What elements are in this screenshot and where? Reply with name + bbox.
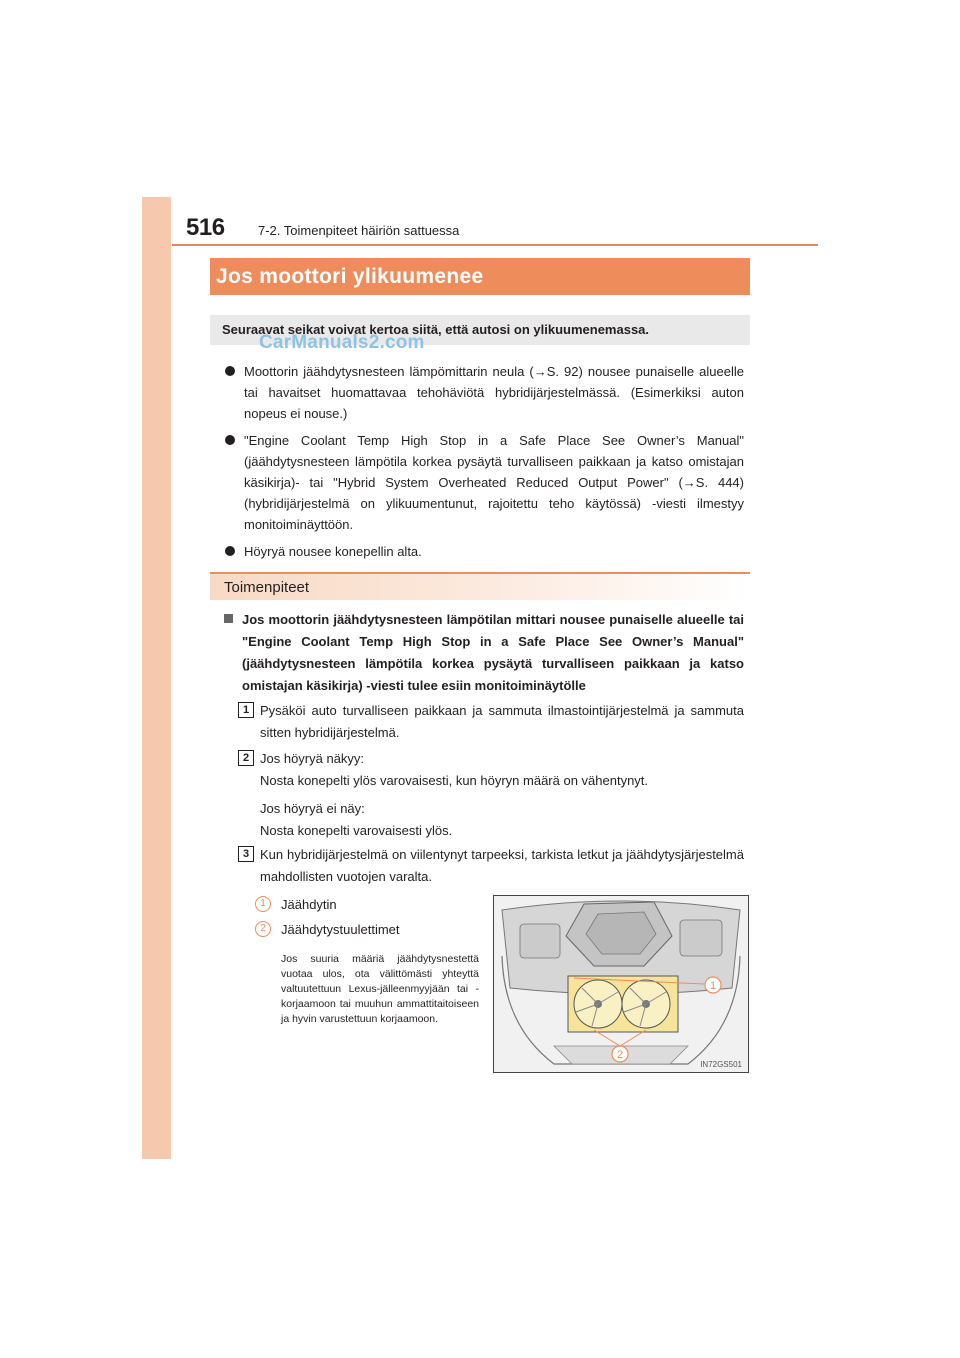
bullet-text: Höyryä nousee konepellin alta. <box>244 544 422 559</box>
step-text: Nosta konepelti varovaisesti ylös. <box>260 823 453 838</box>
callout-1: 1 <box>709 980 717 992</box>
chapter-sidebar-tab <box>142 197 171 1159</box>
step-number-badge: 3 <box>238 846 254 862</box>
list-item <box>224 541 744 562</box>
step-3 <box>238 844 744 888</box>
intro-box: Seuraavat seikat voivat kertoa siitä, että autosi on ylikuumenemassa. <box>210 315 750 345</box>
leak-note: Jos suuria määriä jäähdytysnestettä vuotaa ulos, ota välittömästi yhteyttä valtuutettuun Lexus-jälleenmyyjään tai -korjaamoon tai muuhun ammattitaitoiseen ja hyvin varustettuun korjaamoon. <box>281 953 479 1025</box>
header-rule <box>172 244 818 246</box>
step-text: Pysäköi auto turvalliseen paikkaan ja sammuta ilmastointijärjestelmä ja sammuta sitten hybridijärjestelmä. <box>260 703 744 740</box>
bullet-dot-icon <box>225 366 235 376</box>
legend-item <box>255 919 485 941</box>
section-title: 7-2. Toimenpiteet häiriön sattuessa <box>258 223 460 238</box>
step-2 <box>238 748 744 842</box>
step-number-badge: 1 <box>238 702 254 718</box>
step-text: Kun hybridijärjestelmä on viilentynyt tarpeeksi, tarkista letkut ja jäähdytysjärjestelmä mahdollisten vuotojen varalta. <box>260 847 744 884</box>
page-number: 516 <box>186 214 225 241</box>
callout-number-icon: 2 <box>255 921 271 937</box>
bullet-dot-icon <box>225 546 235 556</box>
symptom-list <box>224 361 744 568</box>
square-bullet-icon <box>224 614 233 623</box>
list-item <box>224 361 744 424</box>
list-item <box>224 430 744 535</box>
watermark-link[interactable]: CarManuals2.com <box>259 332 425 353</box>
legend-text: Jäähdytin <box>281 897 337 912</box>
step-1 <box>238 700 744 744</box>
legend-text: Jäähdytystuulettimet <box>281 922 400 937</box>
engine-bay-illustration <box>493 895 749 1073</box>
step-text: Nosta konepelti ylös varovaisesti, kun höyryn määrä on vähentynyt. <box>260 773 649 788</box>
figure-legend <box>255 894 485 944</box>
bullet-text: "Engine Coolant Temp High Stop in a Safe Place See Owner’s Manual" (jäähdytysnesteen lämpötila korkea pysäytä turvalliseen paikkaan ja katso omistajan käsikirja)- tai "Hybrid System Overheated Reduced Output Power" (→S. 444) (hybridijärjestelmä on ylikuumentunut, rajoitettu teho käytössä) -viesti ilmestyy monitoiminäyttöön. <box>244 433 744 532</box>
case-title-text: Jos moottorin jäähdytysnesteen lämpötilan mittari nousee punaiselle alueelle tai "Engine Coolant Temp High Stop in a Safe Place See Owner’s Manual" (jäähdytysnesteen lämpötila korkea pysäytä turvalliseen paikkaan ja katso omistajan käsikirja) -viesti tulee esiin monitoiminäytölle <box>242 612 744 693</box>
callout-number-icon: 1 <box>255 896 271 912</box>
case-title <box>224 609 744 697</box>
step-text: Jos höyryä ei näy: <box>260 801 365 816</box>
step-text: Jos höyryä näkyy: <box>260 751 365 766</box>
callout-2: 2 <box>616 1049 624 1061</box>
figure-code: IN72GS501 <box>700 1060 742 1069</box>
subheading-toimenpiteet: Toimenpiteet <box>210 572 750 600</box>
main-heading: Jos moottori ylikuumenee <box>210 258 750 295</box>
bullet-dot-icon <box>225 435 235 445</box>
engine-bay-drawing <box>494 896 748 1072</box>
legend-item <box>255 894 485 916</box>
bullet-text: Moottorin jäähdytysnesteen lämpömittarin neula (→S. 92) nousee punaiselle alueelle tai havaitset huomattavaa tehohäviötä hybridijärjestelmässä. (Esimerkiksi auton nopeus ei nouse.) <box>244 364 744 421</box>
step-number-badge: 2 <box>238 750 254 766</box>
